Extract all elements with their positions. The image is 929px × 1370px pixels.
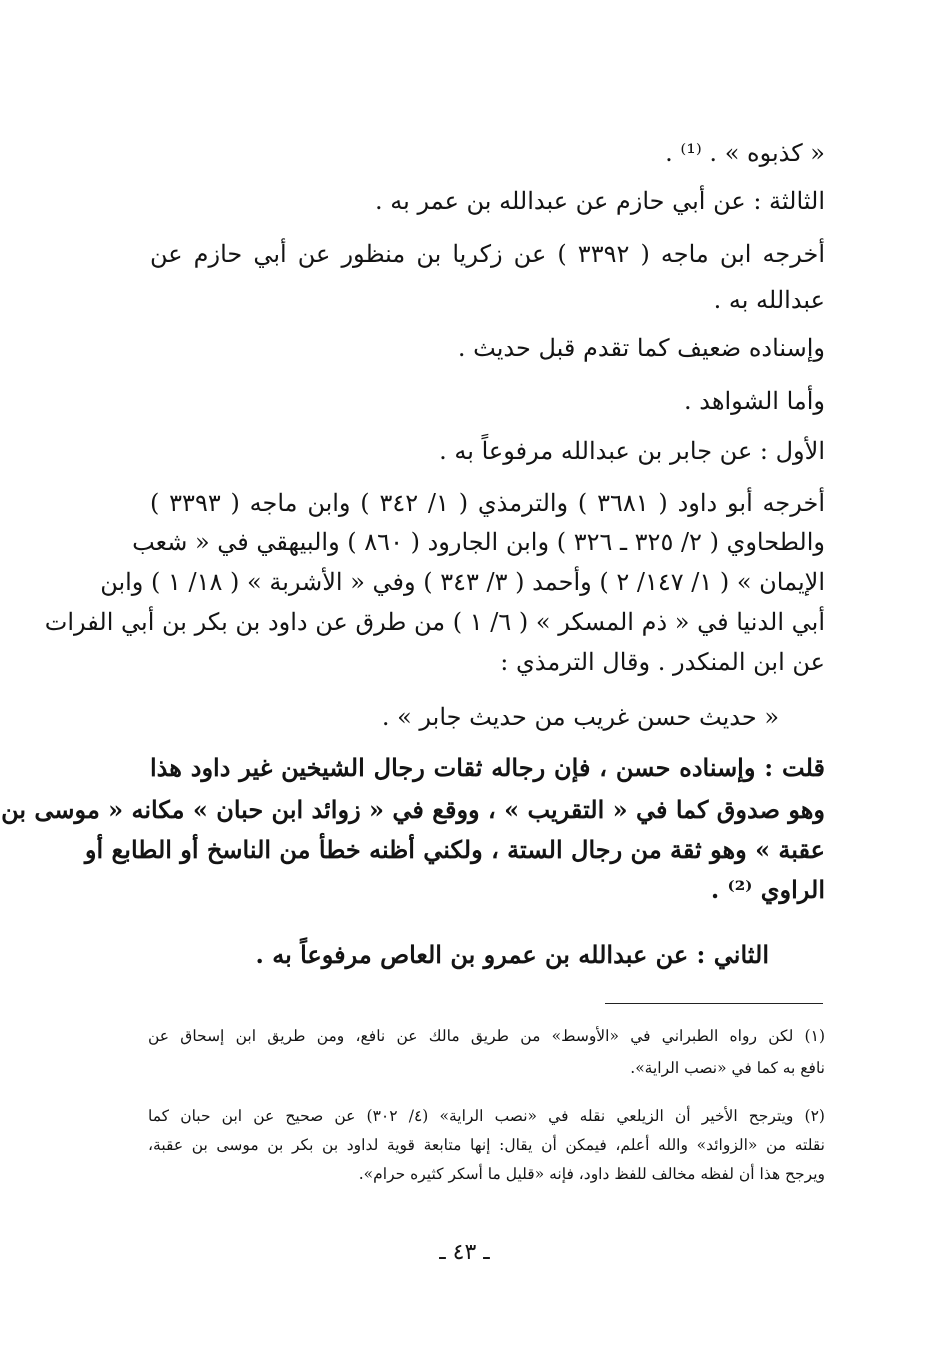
text-line: « كذبوه » . ⁽¹⁾ .: [665, 139, 825, 167]
text-line: أخرجه أبو داود ( ٣٦٨١ ) والترمذي ( ١/ ٣٤٢ ) وابن ماجه ( ٣٣٩٣ ): [150, 489, 825, 517]
text-line: « حديث حسن غريب من حديث جابر » .: [381, 703, 779, 731]
page-number: ـ ٤٣ ـ: [439, 1240, 490, 1265]
text-line: عن ابن المنكدر . وقال الترمذي :: [500, 648, 825, 676]
footnote-line: ويرجح هذا أن لفظه مخالف للفظ داود، فإنه «قليل ما أسكر كثيره حرام».: [358, 1165, 825, 1183]
footnote-line: (٢) ويترجح الأخير أن الزيلعي نقله في «نصب الراية» (٤/ ٣٠٢) عن صحيح عن ابن حبان كما: [148, 1107, 825, 1125]
footnote-line: نافع به كما في «نصب الراية».: [630, 1059, 825, 1077]
footnote-separator: [605, 1003, 823, 1004]
text-line: وأما الشواهد .: [683, 387, 825, 415]
text-line: أبي الدنيا في « ذم المسكر » ( ٦/ ١ ) من طرق عن داود بن بكر بن أبي الفرات: [44, 608, 825, 636]
text-line: عقبة » وهو ثقة من رجال الستة ، ولكني أظنه خطأ من الناسخ أو الطابع أو: [84, 835, 825, 864]
footnote-line: نقلته من «الزوائد» والله أعلم، فيمكن أن يقال: إنها متابعة قوية لداود بن بكر بن موسى بن عقبة،: [148, 1136, 825, 1154]
text-line: وإسناده ضعيف كما تقدم قبل حديث .: [457, 334, 825, 362]
text-line: والطحاوي ( ٢/ ٣٢٥ ـ ٣٢٦ ) وابن الجارود ( ٨٦٠ ) والبيهقي في « شعب: [132, 528, 825, 556]
text-line: وهو صدوق كما في « التقريب » ، ووقع في « زوائد ابن حبان » مكانه « موسى بن: [1, 795, 825, 824]
text-line: الثالثة : عن أبي حازم عن عبدالله بن عمر به .: [375, 187, 825, 215]
text-line: الأول : عن جابر بن عبدالله مرفوعاً به .: [439, 437, 825, 465]
text-line: الثاني : عن عبدالله بن عمرو بن العاص مرفوعاً به .: [255, 940, 769, 969]
text-line: قلت : وإسناده حسن ، فإن رجاله ثقات رجال الشيخين غير داود هذا: [150, 753, 825, 782]
text-line: الراوي ⁽²⁾ .: [710, 875, 825, 904]
text-line: الإيمان » ( ١/ ١٤٧/ ٢ ) وأحمد ( ٣/ ٣٤٣ ) وفي « الأشربة » ( ١٨/ ١ ) وابن: [100, 568, 825, 596]
text-line: أخرجه ابن ماجه ( ٣٣٩٢ ) عن زكريا بن منظور عن أبي حازم عن: [150, 240, 825, 268]
text-line: عبدالله به .: [713, 286, 825, 314]
footnote-line: (١) لكن رواه الطبراني في «الأوسط» من طريق مالك عن نافع، ومن طريق ابن إسحاق عن: [148, 1027, 825, 1045]
